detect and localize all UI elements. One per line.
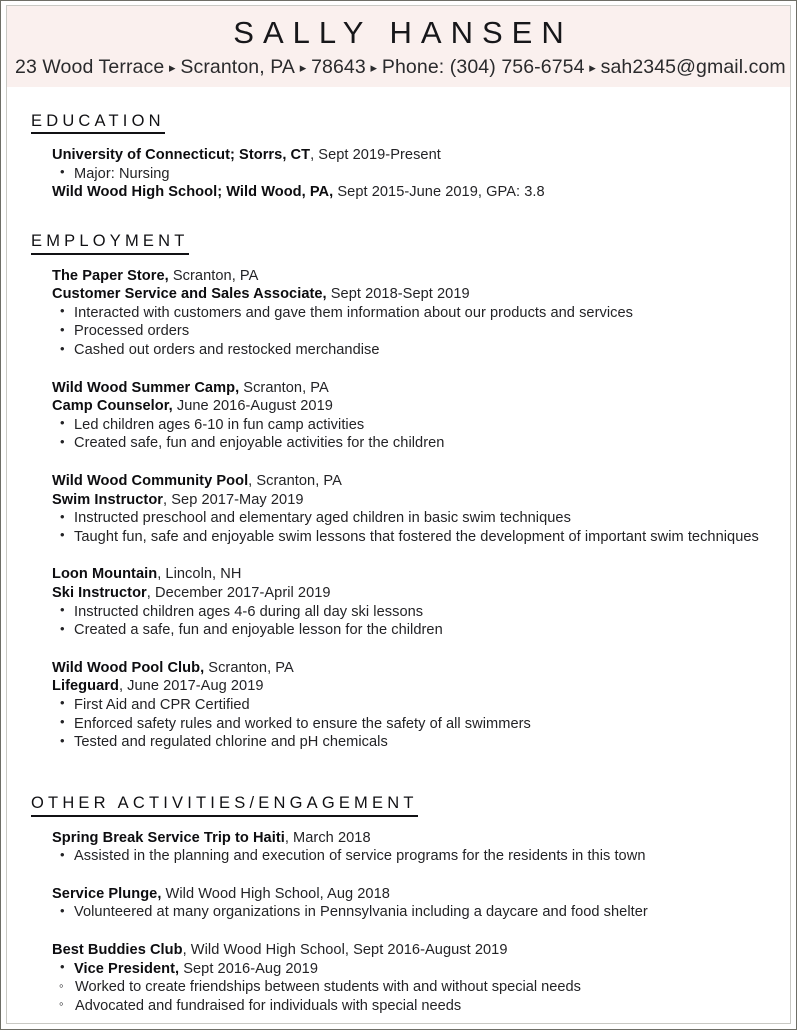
- entry-header-line: [52, 267, 776, 286]
- entry-header-line: [52, 885, 776, 904]
- section-education: [31, 111, 776, 202]
- bullet-list: [52, 903, 776, 922]
- entry-header-line: [52, 472, 776, 491]
- bullet-list: [52, 304, 776, 360]
- entry-header-line: [52, 677, 776, 696]
- bullet-item: • Taught fun, safe and enjoyable swim lessons that fostered the development of important swim techniques: [52, 528, 776, 547]
- entry-header-line: [52, 659, 776, 678]
- entry-header-line: [52, 379, 776, 398]
- entry-title: Customer Service and Sales Associate,: [52, 286, 327, 303]
- page-title: SALLY HANSEN: [233, 15, 573, 50]
- entry-detail: Sept 2015-June 2019, GPA: 3.8: [333, 184, 545, 201]
- resume-page-inner-border: [6, 5, 791, 1024]
- section-other-activities: [31, 793, 776, 1016]
- entry-list: [52, 267, 776, 752]
- entry-detail: , June 2017-Aug 2019: [118, 678, 264, 695]
- bullet-item: • Interacted with customers and gave them information about our products and services: [52, 304, 776, 323]
- bullet-list: [52, 847, 776, 866]
- entry-title: Wild Wood Community Pool: [52, 473, 249, 490]
- section-heading-other-activities: OTHER ACTIVITIES/ENGAGEMENT: [31, 793, 418, 817]
- bullet-item: • Processed orders: [52, 322, 776, 341]
- bullet-item: [52, 960, 776, 979]
- entry-header-line: [52, 941, 776, 960]
- resume-entry: [52, 565, 776, 639]
- entry-detail: , Scranton, PA: [248, 473, 342, 490]
- bullet-list: [52, 603, 776, 640]
- contact-part: Scranton, PA: [180, 56, 296, 79]
- entry-header-line: [52, 491, 776, 510]
- entry-title: Wild Wood Pool Club,: [52, 659, 205, 676]
- entry-header-line: [52, 183, 776, 202]
- entry-header-line: [52, 397, 776, 416]
- entry-title: The Paper Store,: [52, 267, 169, 284]
- entry-list: [52, 829, 776, 1016]
- resume-entry: [52, 267, 776, 360]
- resume-header: [7, 6, 790, 87]
- entry-title: Loon Mountain: [52, 566, 158, 583]
- bullet-item: • Volunteered at many organizations in Pennsylvania including a daycare and food shelter: [52, 903, 776, 922]
- bullet-detail: Sept 2016-Aug 2019: [179, 960, 319, 977]
- resume-entry: [52, 659, 776, 752]
- entry-list: [52, 146, 776, 202]
- bullet-item: • Created safe, fun and enjoyable activities for the children: [52, 434, 776, 453]
- sub-bullet-item: ◦ Worked to create friendships between students with and without special needs: [52, 978, 776, 997]
- entry-title: Camp Counselor,: [52, 398, 173, 415]
- entry-header-line: [52, 584, 776, 603]
- contact-separator-icon: ▸: [165, 60, 180, 76]
- entry-detail: Scranton, PA: [204, 659, 294, 676]
- entry-header-line: [52, 146, 776, 165]
- entry-title: Ski Instructor: [52, 585, 147, 602]
- bullet-list: [52, 165, 776, 184]
- resume-entry: [52, 829, 776, 866]
- bullet-item: • Tested and regulated chlorine and pH chemicals: [52, 733, 776, 752]
- bullet-title: Vice President,: [74, 960, 180, 977]
- entry-title: Spring Break Service Trip to Haiti: [52, 829, 285, 846]
- section-employment: [31, 231, 776, 752]
- entry-detail: , March 2018: [284, 829, 371, 846]
- sub-bullet-item: ◦ Advocated and fundraised for individuals with special needs: [52, 997, 776, 1016]
- entry-detail: , December 2017-April 2019: [146, 585, 331, 602]
- contact-separator-icon: ▸: [366, 60, 381, 76]
- section-heading-employment: EMPLOYMENT: [31, 231, 189, 255]
- resume-entry: [52, 379, 776, 453]
- bullet-item: • Major: Nursing: [52, 165, 776, 184]
- contact-separator-icon: ▸: [296, 60, 311, 76]
- resume-entry: [52, 472, 776, 546]
- contact-part: Phone: (304) 756-6754: [381, 56, 585, 79]
- entry-detail: , Sept 2019-Present: [310, 147, 441, 164]
- bullet-item: • Led children ages 6-10 in fun camp activities: [52, 416, 776, 435]
- bullet-item: • Created a safe, fun and enjoyable lesson for the children: [52, 621, 776, 640]
- bullet-item: • Instructed children ages 4-6 during all day ski lessons: [52, 603, 776, 622]
- bullet-list: [52, 696, 776, 752]
- entry-header-line: [52, 565, 776, 584]
- entry-title: Wild Wood High School; Wild Wood, PA,: [52, 184, 334, 201]
- entry-detail: , Lincoln, NH: [157, 566, 242, 583]
- entry-title: Swim Instructor: [52, 491, 164, 508]
- bullet-item: • Assisted in the planning and execution of service programs for the residents in this town: [52, 847, 776, 866]
- entry-detail: Sept 2018-Sept 2019: [326, 286, 470, 303]
- contact-part: sah2345@gmail.com: [600, 56, 786, 79]
- bullet-item: • Enforced safety rules and worked to ensure the safety of all swimmers: [52, 715, 776, 734]
- resume-body: [7, 111, 790, 1016]
- entry-title: Lifeguard: [52, 678, 119, 695]
- entry-title: Service Plunge,: [52, 885, 162, 902]
- resume-entry: [52, 941, 776, 1016]
- bullet-item: • Instructed preschool and elementary aged children in basic swim techniques: [52, 509, 776, 528]
- entry-header-line: [52, 285, 776, 304]
- section-heading-education: EDUCATION: [31, 111, 165, 135]
- entry-detail: Wild Wood High School, Aug 2018: [161, 885, 390, 902]
- entry-title: Best Buddies Club: [52, 942, 183, 958]
- sub-bullet-list: [52, 978, 776, 1015]
- contact-separator-icon: ▸: [585, 60, 600, 76]
- contact-part: 78643: [311, 56, 366, 79]
- bullet-list: [52, 509, 776, 546]
- bullet-list: [52, 416, 776, 453]
- contact-part: 23 Wood Terrace: [15, 56, 165, 79]
- entry-detail: June 2016-August 2019: [172, 398, 333, 415]
- bullet-list: [52, 960, 776, 979]
- resume-entry: [52, 146, 776, 202]
- contact-line: [15, 56, 786, 79]
- entry-header-line: [52, 829, 776, 848]
- resume-entry: [52, 885, 776, 922]
- entry-title: Wild Wood Summer Camp,: [52, 379, 240, 396]
- entry-detail: , Sep 2017-May 2019: [163, 491, 304, 508]
- entry-detail: Scranton, PA: [239, 379, 329, 396]
- entry-detail: , Wild Wood High School, Sept 2016-August 2019: [182, 942, 508, 958]
- entry-title: University of Connecticut; Storrs, CT: [52, 147, 311, 164]
- bullet-item: • First Aid and CPR Certified: [52, 696, 776, 715]
- bullet-item: • Cashed out orders and restocked merchandise: [52, 341, 776, 360]
- entry-detail: Scranton, PA: [168, 267, 259, 284]
